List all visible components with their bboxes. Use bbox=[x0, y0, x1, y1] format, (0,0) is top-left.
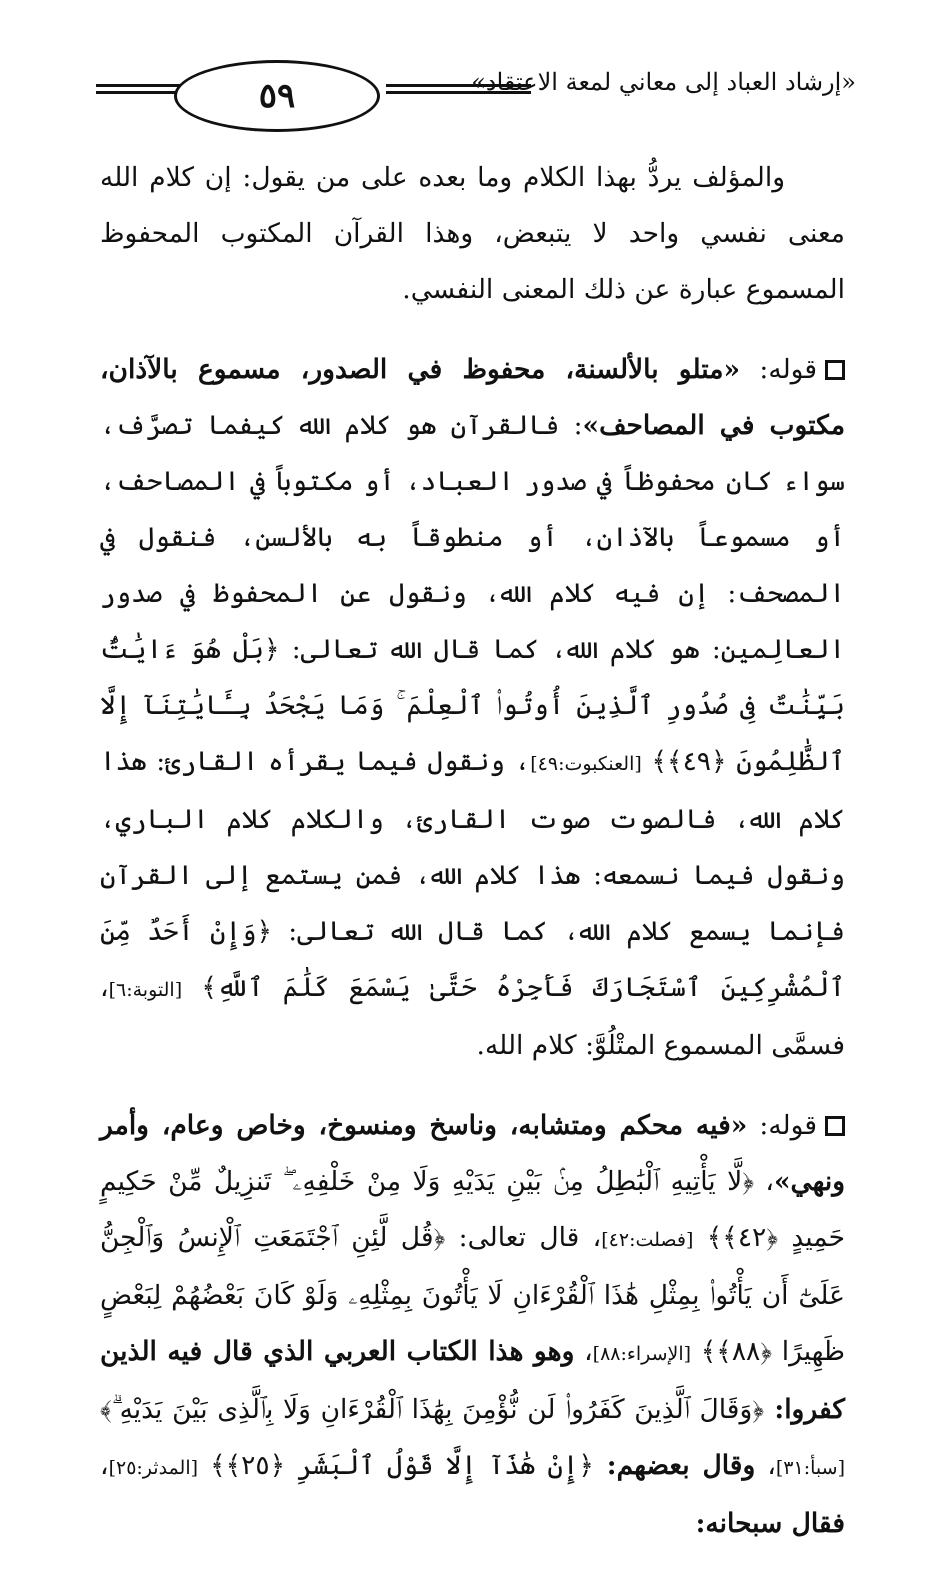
p3-text-1: ، bbox=[753, 1166, 774, 1197]
paragraph-1 bbox=[100, 150, 845, 318]
p3-text-5: ، bbox=[100, 1450, 109, 1481]
p3-ref-2: [الإسراء:٨٨] bbox=[592, 1343, 692, 1365]
p2-verse-2: ﴿وَإِنْ أَحَدٌ مِّنَ ٱلْمُشْرِكِينَ ٱسْتَجَارَكَ فَأَجِرْهُ حَتَّىٰ يَسْمَعَ كَلَٰمَ ٱللَّهِ﴾ bbox=[100, 916, 845, 1003]
p3-verse-2: ﴿قُل لَّئِنِ ٱجْتَمَعَتِ ٱلْإِنسُ وَٱلْجِنُّ عَلَىٰٓ أَن يَأْتُوا۟ بِمِثْلِ هَٰذَا ٱلْقُرْءَانِ لَا يَأْتُونَ بِمِثْلِهِۦ وَلَوْ كَانَ بَعْضُهُمْ لِبَعْضٍ ظَهِيرًا ﴿٨٨﴾﴾ bbox=[100, 1222, 845, 1367]
p3-text-2: ، قال تعالى: bbox=[445, 1222, 602, 1253]
page-number: ٥٩ bbox=[258, 76, 296, 116]
page-content bbox=[100, 150, 845, 1576]
p2-text-3: ، فسمَّى المسموع المتْلُوَّ: كلام الله. bbox=[100, 972, 845, 1061]
paragraph-1-text: والمؤلف يردُّ بهذا الكلام وما بعده على من يقول: إن كلام الله معنى نفسي واحد لا يتبعض، وهذا القرآن المكتوب المحفوظ المسموع عبارة عن ذلك المعنى النفسي. bbox=[100, 162, 845, 305]
p3-ref-3: [سبأ:٣١] bbox=[775, 1457, 845, 1479]
square-bullet-icon bbox=[825, 360, 845, 380]
p2-quote: «متلو بالألسنة، محفوظ في الصدور، مسموع بالآذان، مكتوب في المصاحف» bbox=[100, 354, 846, 441]
p2-text-1: : فالقرآن هو كلام الله كيفما تصرَّف، سواء كان محفوظاً في صدور العباد، أو مكتوباً في المصاحف، أو مسموعاً بالآذان، أو منطوقاً به بالألسن، فنقول في المصحف: إن فيه كلام الله، ونقول عن المحفوظ في صدور العالِمين: هو كلام الله، كما قال الله تعالى: bbox=[100, 410, 845, 665]
square-bullet-icon bbox=[825, 1116, 845, 1136]
p3-verse-4: ﴿إِنْ هَٰذَآ إِلَّا قَوْلُ ٱلْبَشَرِ ﴿٢٥﴾﴾ bbox=[210, 1450, 594, 1481]
p3-bold-3: وقال بعضهم: bbox=[593, 1450, 756, 1481]
p3-bold-2: وهو هذا الكتاب العربي الذي قال فيه الذين كفروا: bbox=[100, 1336, 845, 1425]
header-rule-left bbox=[96, 84, 186, 94]
p2-verse-1: ﴿بَلْ هُوَ ءَايَٰتٌۢ بَيِّنَٰتٌ فِى صُدُورِ ٱلَّذِينَ أُوتُوا۟ ٱلْعِلْمَ ۚ وَمَا يَجْحَدُ بِـَٔايَٰتِنَآ إِلَّا ٱلظَّٰلِمُونَ ﴿٤٩﴾﴾ bbox=[100, 634, 845, 777]
p3-text-3: ، bbox=[574, 1336, 593, 1367]
p3-bold-4: فقال سبحانه: bbox=[695, 1508, 845, 1539]
p3-quote: «فيه محكم ومتشابه، وناسخ ومنسوخ، وخاص وعام، وأمر ونهي» bbox=[100, 1110, 846, 1197]
p3-verse-3: ﴿وَقَالَ ٱلَّذِينَ كَفَرُوا۟ لَن نُّؤْمِنَ بِهَٰذَا ٱلْقُرْءَانِ وَلَا بِٱلَّذِى بَيْنَ يَدَيْهِ ۗ﴾ bbox=[100, 1394, 764, 1425]
paragraph-2 bbox=[100, 342, 845, 1074]
book-title: «إرشاد العباد إلى معاني لمعة الاعتقاد» bbox=[471, 68, 856, 96]
p3-ref-4: [المدثر:٢٥] bbox=[108, 1457, 199, 1479]
p3-text-4: ، bbox=[755, 1450, 776, 1481]
p3-verse-1: ﴿لَّا يَأْتِيهِ ٱلْبَٰطِلُ مِنۢ بَيْنِ يَدَيْهِ وَلَا مِنْ خَلْفِهِۦ ۖ تَنزِيلٌ مِّنْ حَكِيمٍ حَمِيدٍ ﴿٤٢﴾﴾ bbox=[100, 1166, 845, 1253]
paragraph-3 bbox=[100, 1098, 845, 1552]
page-number-oval bbox=[174, 60, 380, 132]
p2-text-2: ، ونقول فيما يقرأه القارئ: هذا كلام الله، فالصوت صوت القارئ، والكلام كلام الباري، ونقول فيما نسمعه: هذا كلام الله، فمن يستمع إلى القرآن فإنما يسمع كلام الله، كما قال الله تعالى: bbox=[100, 746, 845, 947]
page-header bbox=[96, 40, 856, 130]
p2-ref-1: [العنكبوت:٤٩] bbox=[530, 753, 642, 775]
p2-ref-2: [التوبة:٦] bbox=[108, 979, 183, 1001]
p3-ref-1: [فصلت:٤٢] bbox=[601, 1229, 694, 1251]
p3-lead: قوله: bbox=[747, 1110, 817, 1141]
p2-lead: قوله: bbox=[740, 354, 818, 385]
